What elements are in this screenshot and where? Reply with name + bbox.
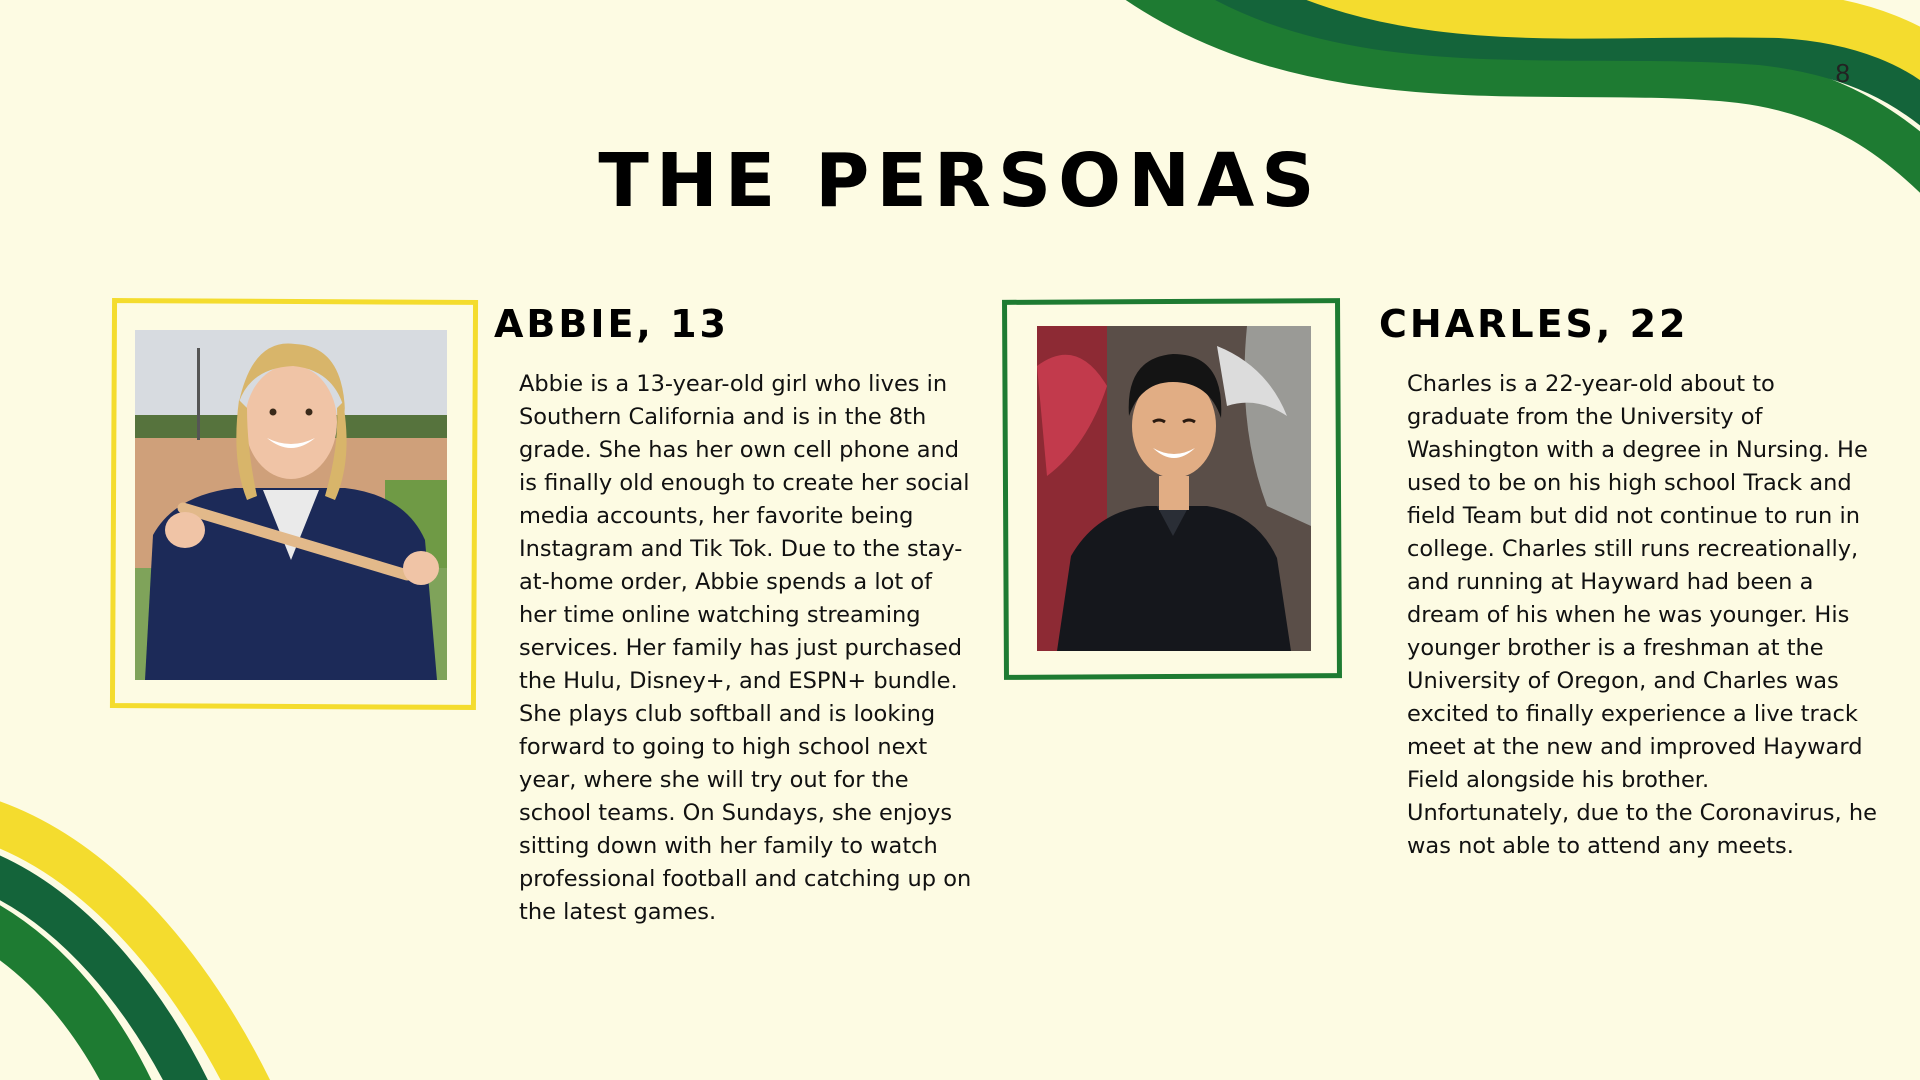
charles-photo — [1037, 326, 1311, 651]
slide-title: THE PERSONAS — [598, 138, 1322, 224]
abbie-photo — [135, 330, 447, 680]
persona-bio-charles: Charles is a 22-year-old about to graduate from the University of Washington with a degree in Nursing. He used to be on his high school Track and field Team but did not continue to run in college. Charles still runs recreationally, and running at Hayward had been a dream of his when he was younger. His younger brother is a freshman at the University of Oregon, and Charles was excited to finally experience a live track meet at the new and improved Hayward Field alongside his brother. Unfortunately, due to the Coronavirus, he was not able to attend any meets. — [1407, 371, 1877, 859]
persona-heading-abbie: ABBIE, 13 — [494, 302, 729, 346]
bottom-left-stripes — [0, 815, 260, 1080]
persona-bio-abbie: Abbie is a 13-year-old girl who lives in Southern California and is in the 8th grade. She has her own cell phone and is finally old enough to create her social media accounts, her favorite being Instagram and Tik Tok. Due to the stay-at-home order, Abbie spends a lot of her time online watching streaming services. Her family has just purchased the Hulu, Disney+, and ESPN+ bundle. She plays club softball and is looking forward to going to high school next year, where she will try out for the school teams. On Sundays, she enjoys sitting down with her family to watch professional football and catching up on the latest games. — [519, 371, 972, 925]
persona-heading-charles: CHARLES, 22 — [1379, 302, 1689, 346]
page-number: 8 — [1835, 58, 1850, 88]
